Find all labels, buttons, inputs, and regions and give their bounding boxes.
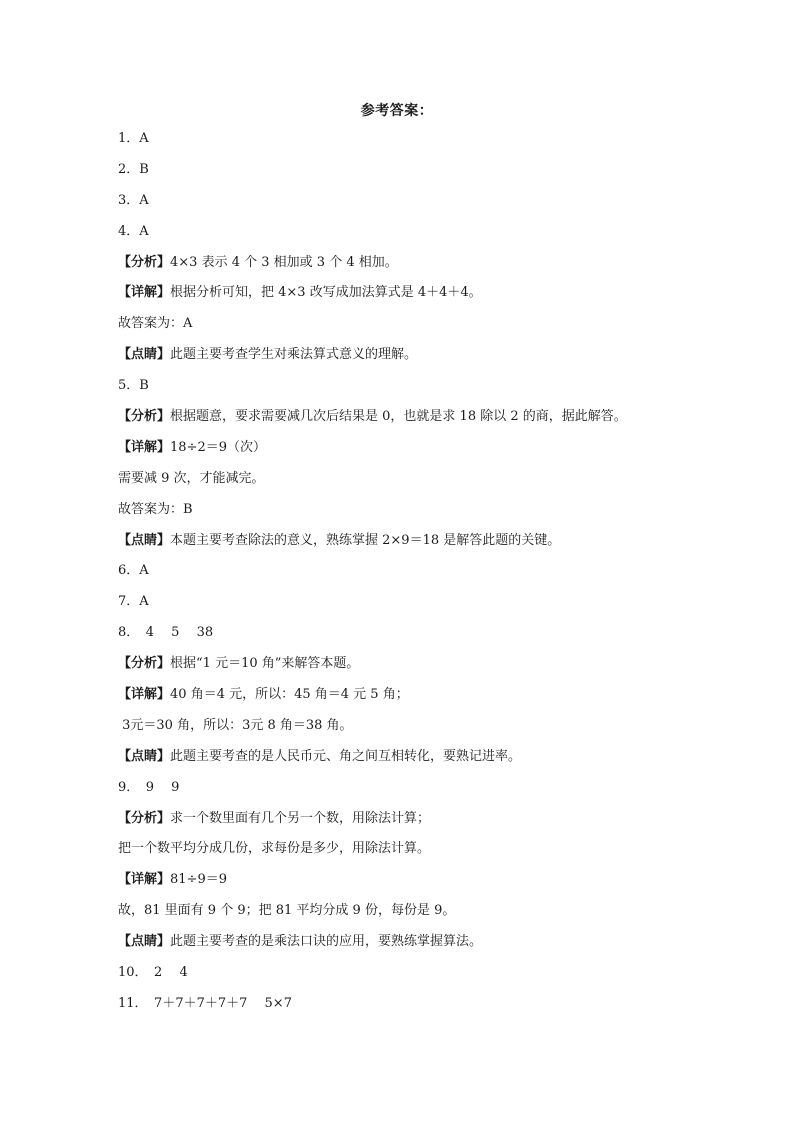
line-text: 此题主要考查的是乘法口诀的应用，要熟练掌握算法。	[170, 934, 483, 950]
answer-line	[118, 711, 718, 742]
answer-line	[118, 896, 718, 927]
line-text: 18÷2＝9（次）	[170, 439, 266, 455]
line-text: 8． 4 5 38	[118, 625, 214, 641]
answer-line	[118, 742, 718, 773]
answer-line	[118, 587, 718, 618]
section-tag: 【详解】	[118, 687, 171, 703]
answer-line	[118, 680, 718, 711]
answer-line	[118, 309, 718, 340]
answer-line	[118, 618, 718, 649]
line-text: 4×3 表示 4 个 3 相加或 3 个 4 相加。	[170, 254, 398, 270]
line-text: 9． 9 9	[118, 779, 180, 795]
line-text: 把一个数平均分成几份，求每份是多少，用除法计算。	[118, 841, 431, 857]
section-tag: 【分析】	[118, 810, 171, 826]
line-text: 5．B	[118, 378, 149, 394]
line-text: 3．A	[118, 192, 149, 208]
section-tag: 【详解】	[118, 439, 171, 455]
answer-line	[118, 773, 718, 804]
line-text: 需要减 9 次，才能减完。	[118, 470, 265, 486]
line-text: 1．A	[118, 131, 149, 146]
answer-line	[118, 804, 718, 835]
answer-line	[118, 155, 718, 186]
answer-line	[118, 464, 718, 495]
answer-line	[118, 248, 718, 279]
answer-line	[118, 217, 718, 248]
answer-line	[118, 649, 718, 680]
section-tag: 【详解】	[118, 285, 171, 301]
line-text: 10． 2 4	[118, 965, 188, 981]
section-tag: 【点睛】	[118, 748, 171, 764]
section-tag: 【点睛】	[118, 532, 171, 548]
answer-line	[118, 124, 718, 155]
line-text: 本题主要考查除法的意义，熟练掌握 2×9＝18 是解答此题的关键。	[170, 532, 561, 548]
line-text: 11． 7＋7＋7＋7＋7 5×7	[118, 995, 292, 1011]
answer-lines	[118, 124, 718, 1020]
answer-line	[118, 371, 718, 402]
line-text: 81÷9＝9	[170, 872, 227, 888]
answer-line	[118, 340, 718, 371]
answer-line	[118, 834, 718, 865]
line-text: 4．A	[118, 223, 149, 239]
answer-line	[118, 495, 718, 526]
line-text: 2．B	[118, 161, 149, 177]
answer-line	[118, 526, 718, 557]
line-text: 40 角＝4 元，所以：45 角＝4 元 5 角；	[170, 687, 409, 703]
line-text: 根据分析可知，把 4×3 改写成加法算式是 4＋4＋4。	[170, 285, 482, 301]
line-text: 求一个数里面有几个另一个数，用除法计算；	[170, 810, 431, 826]
section-tag: 【分析】	[118, 409, 171, 425]
line-text: 根据“1 元＝10 角”来解答本题。	[170, 656, 360, 672]
line-text: 6．A	[118, 563, 149, 579]
line-text: 3元＝30 角，所以：3元 8 角＝38 角。	[118, 717, 353, 733]
line-text: 此题主要考查学生对乘法算式意义的理解。	[170, 347, 418, 363]
answer-line	[118, 278, 718, 309]
section-tag: 【分析】	[118, 656, 171, 672]
answer-line	[118, 865, 718, 896]
page-title: 参考答案：	[360, 103, 434, 119]
line-text: 故答案为：B	[118, 501, 193, 517]
section-tag: 【点睛】	[118, 347, 171, 363]
answer-line	[118, 927, 718, 958]
answer-line	[118, 556, 718, 587]
line-text: 此题主要考查的是人民币元、角之间互相转化，要熟记进率。	[170, 748, 522, 764]
section-tag: 【详解】	[118, 872, 171, 888]
section-tag: 【分析】	[118, 254, 171, 270]
answer-line	[118, 989, 718, 1020]
section-tag: 【点睛】	[118, 934, 171, 950]
answer-line	[118, 433, 718, 464]
line-text: 故答案为：A	[118, 316, 193, 332]
line-text: 7．A	[118, 594, 149, 610]
answer-line	[118, 402, 718, 433]
line-text: 根据题意，要求需要减几次后结果是 0，也就是求 18 除以 2 的商，据此解答。	[170, 409, 627, 425]
answer-line	[118, 186, 718, 217]
answer-line	[118, 958, 718, 989]
line-text: 故，81 里面有 9 个 9；把 81 平均分成 9 份，每份是 9。	[118, 903, 456, 919]
